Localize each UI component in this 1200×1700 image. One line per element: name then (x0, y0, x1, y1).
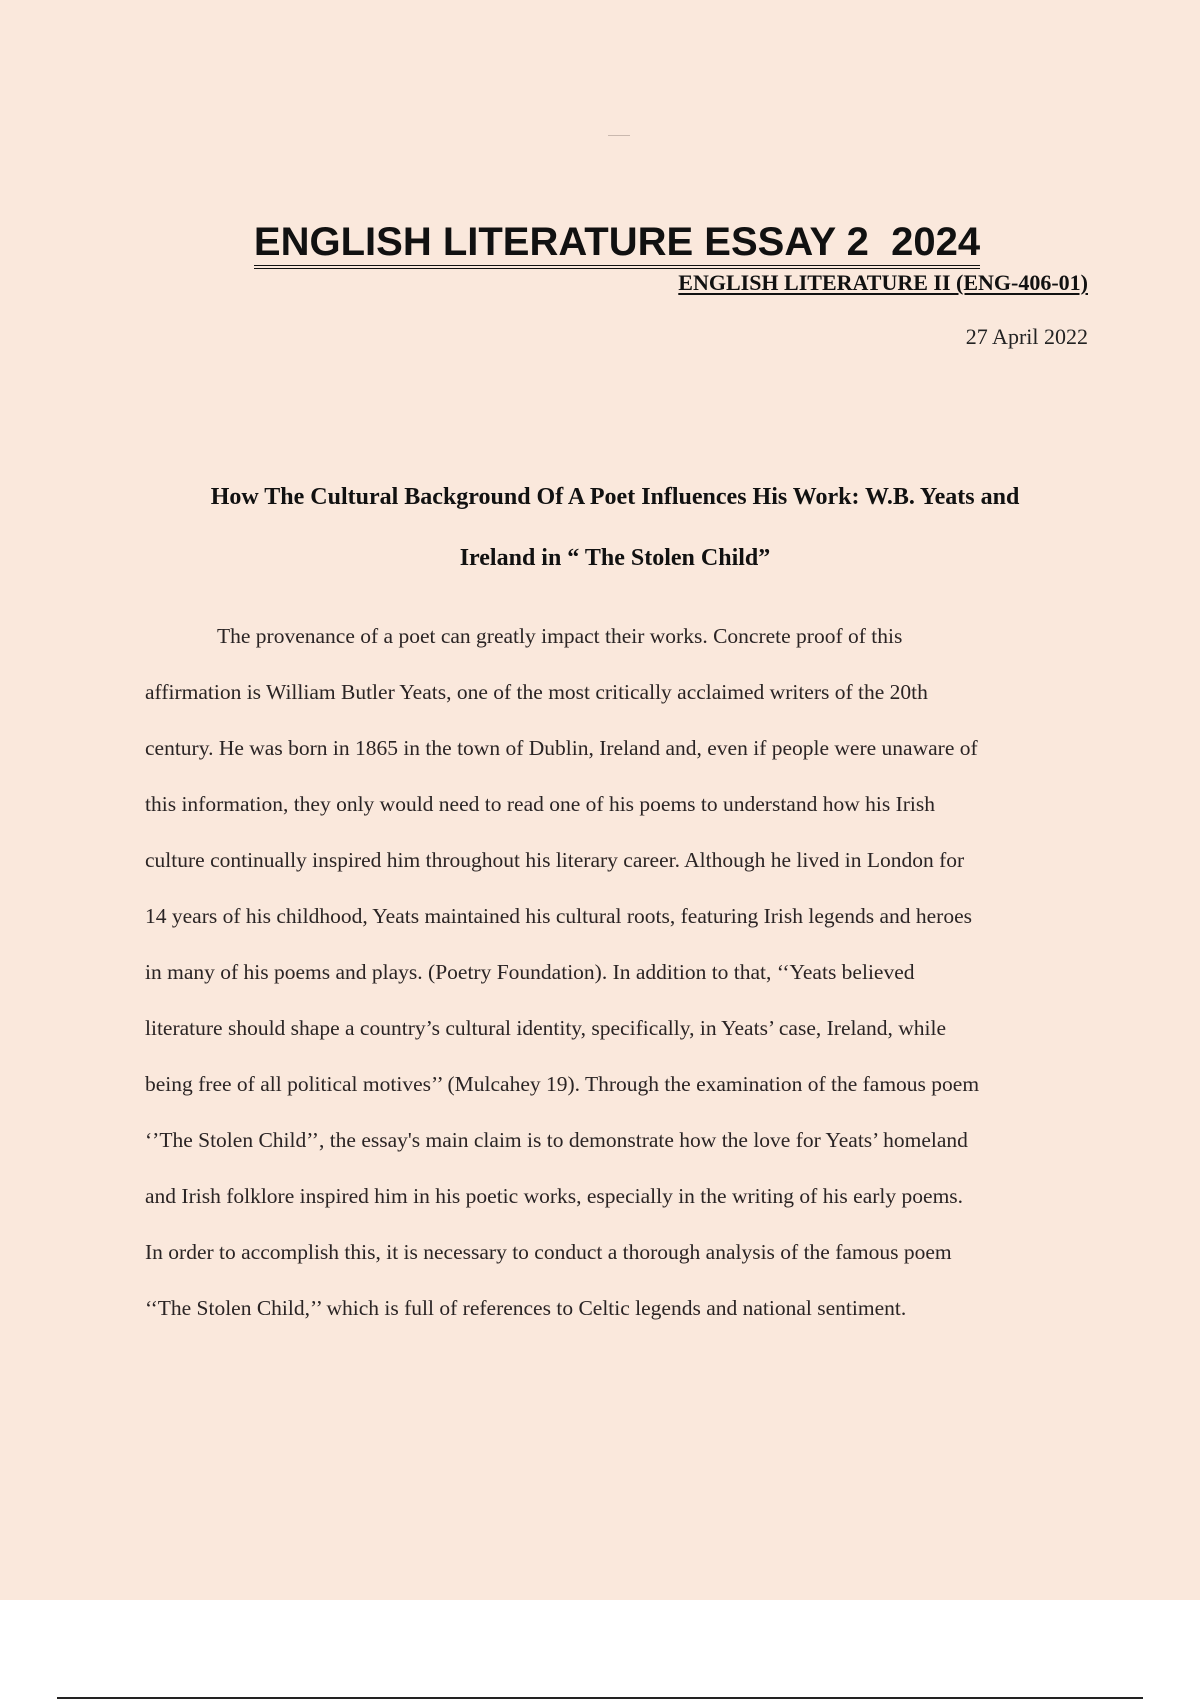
body-line: The provenance of a poet can greatly impact their works. Concrete proof of this (217, 624, 903, 648)
body-line: culture continually inspired him throughout his literary career. Although he lived in London for (145, 848, 965, 872)
page-separator-rule (57, 1697, 1143, 1699)
body-line: in many of his poems and plays. (Poetry Foundation). In addition to that, ‘‘Yeats believed (145, 960, 915, 984)
body-line: ‘‘The Stolen Child,’’ which is full of references to Celtic legends and national sentiment. (145, 1296, 907, 1320)
essay-body-paragraph (145, 608, 1095, 1336)
body-line: 14 years of his childhood, Yeats maintained his cultural roots, featuring Irish legends and heroes (145, 904, 972, 928)
essay-title (145, 467, 1085, 589)
essay-title-line: Ireland in “ The Stolen Child” (459, 545, 771, 571)
header-dash (608, 135, 630, 136)
essay-title-line: How The Cultural Background Of A Poet Influences His Work: W.B. Yeats and (210, 484, 1020, 510)
body-line: ‘’The Stolen Child’’, the essay's main claim is to demonstrate how the love for Yeats’ homeland (145, 1128, 968, 1152)
document-title-text: ENGLISH LITERATURE ESSAY 2 2024 (254, 219, 980, 269)
course-code: ENGLISH LITERATURE II (ENG-406-01) (678, 270, 1088, 295)
essay-date: 27 April 2022 (965, 324, 1088, 349)
body-line: affirmation is William Butler Yeats, one of the most critically acclaimed writers of the 20th (145, 680, 928, 704)
body-line: being free of all political motives’’ (Mulcahey 19). Through the examination of the famous poem (145, 1072, 980, 1096)
body-line: In order to accomplish this, it is necessary to conduct a thorough analysis of the famous poem (145, 1240, 952, 1264)
body-line: and Irish folklore inspired him in his poetic works, especially in the writing of his early poems. (145, 1184, 964, 1208)
document-title (0, 218, 1200, 269)
body-line: literature should shape a country’s cultural identity, specifically, in Yeats’ case, Ireland, while (145, 1016, 947, 1040)
body-line: century. He was born in 1865 in the town of Dublin, Ireland and, even if people were unaware of (145, 736, 978, 760)
body-line: this information, they only would need to read one of his poems to understand how his Irish (145, 792, 935, 816)
